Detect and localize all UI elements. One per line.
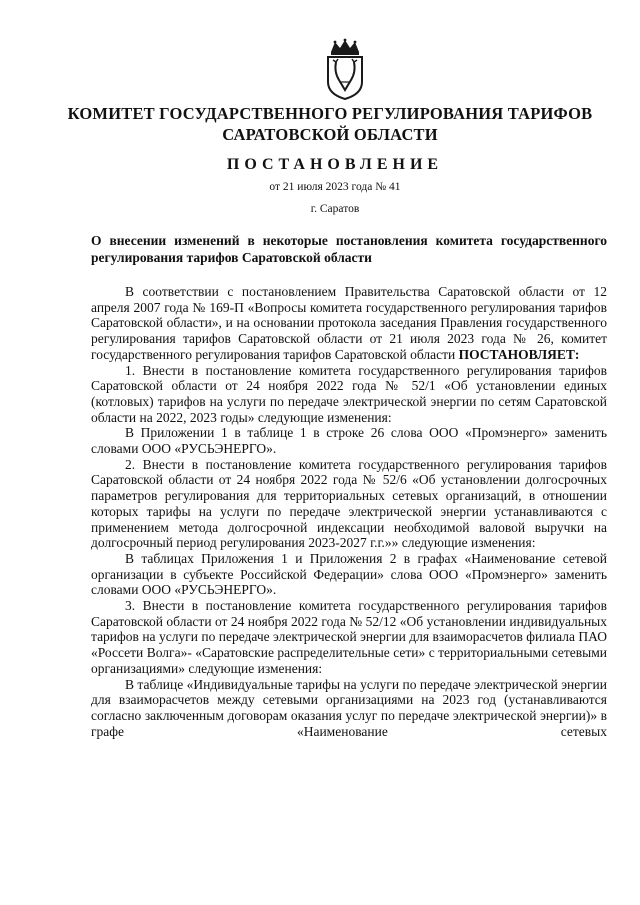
paragraph-3: 3. Внести в постановление комитета государственного регулирования тарифов Саратовской области от 24 ноября 2022 года № 52/12 «Об установлении индивидуальных тарифов на услуги по передаче электрической энергии для взаиморасчетов филиала ПАО «Россети Волга»- «Саратовские распределительные сети» с территориальными сетевыми организациями» следующие изменения: bbox=[91, 598, 607, 676]
org-line-2: САРАТОВСКОЙ ОБЛАСТИ bbox=[222, 125, 438, 144]
resolves-keyword: ПОСТАНОВЛЯЕТ: bbox=[458, 346, 580, 362]
paragraph-1: 1. Внести в постановление комитета государственного регулирования тарифов Саратовской области от 24 ноября 2022 года № 52/1 «Об установлении единых (котловых) тарифов на услуги по передаче электрической энергии по сетям Саратовской области на 2022, 2023 годы» следующие изменения: bbox=[91, 362, 607, 425]
document-type: ПОСТАНОВЛЕНИЕ bbox=[226, 156, 444, 173]
paragraph-3a: В таблице «Индивидуальные тарифы на услуги по передаче электрической энергии для взаиморасчетов между сетевыми организациями на 2023 год (устанавливаются согласно заключенным договорам оказания услуг по передаче электрической энергии)» в графе «Наименование сетевых bbox=[91, 676, 607, 739]
city: г. Саратов bbox=[310, 203, 360, 215]
document-subject: О внесении изменений в некоторые постановления комитета государственного регулирования тарифов Саратовской области bbox=[91, 233, 607, 265]
paragraph-1a: В Приложении 1 в таблице 1 в строке 26 слова ООО «Промэнерго» заменить словами ООО «РУСЬЭНЕРГО». bbox=[91, 425, 607, 457]
paragraph-2: 2. Внести в постановление комитета государственного регулирования тарифов Саратовской области от 24 ноября 2022 года № 52/6 «Об установлении долгосрочных параметров регулирования для территориальных сетевых организаций, в отношении которых тарифы на услуги по передаче электрической энергии устанавливаются с применением метода долгосрочной индексации необходимой валовой выручки на долгосрочный период регулирования 2023-2027 г.г.»» следующие изменения: bbox=[91, 456, 607, 551]
org-line-1: КОМИТЕТ ГОСУДАРСТВЕННОГО РЕГУЛИРОВАНИЯ ТАРИФОВ bbox=[67, 104, 593, 123]
document-body bbox=[91, 284, 607, 739]
organization-name bbox=[60, 103, 600, 145]
paragraph-2a: В таблицах Приложения 1 и Приложения 2 в графах «Наименование сетевой организации в субъекте Российской Федерации» слова ООО «Промэнерго» заменить словами ООО «РУСЬЭНЕРГО». bbox=[91, 550, 607, 598]
preamble-text: В соответствии с постановлением Правительства Саратовской области от 12 апреля 2007 года № 169-П «Вопросы комитета государственного регулирования тарифов Саратовской области», и на основании протокола заседания Правления государственного регулирования тарифов Саратовской области от 21 июля 2023 года № 26, комитет государственного регулирования тарифов Саратовской области bbox=[91, 284, 607, 362]
coat-of-arms-icon bbox=[323, 38, 367, 100]
date-number: от 21 июля 2023 года № 41 bbox=[269, 181, 401, 193]
preamble-paragraph bbox=[91, 284, 607, 363]
